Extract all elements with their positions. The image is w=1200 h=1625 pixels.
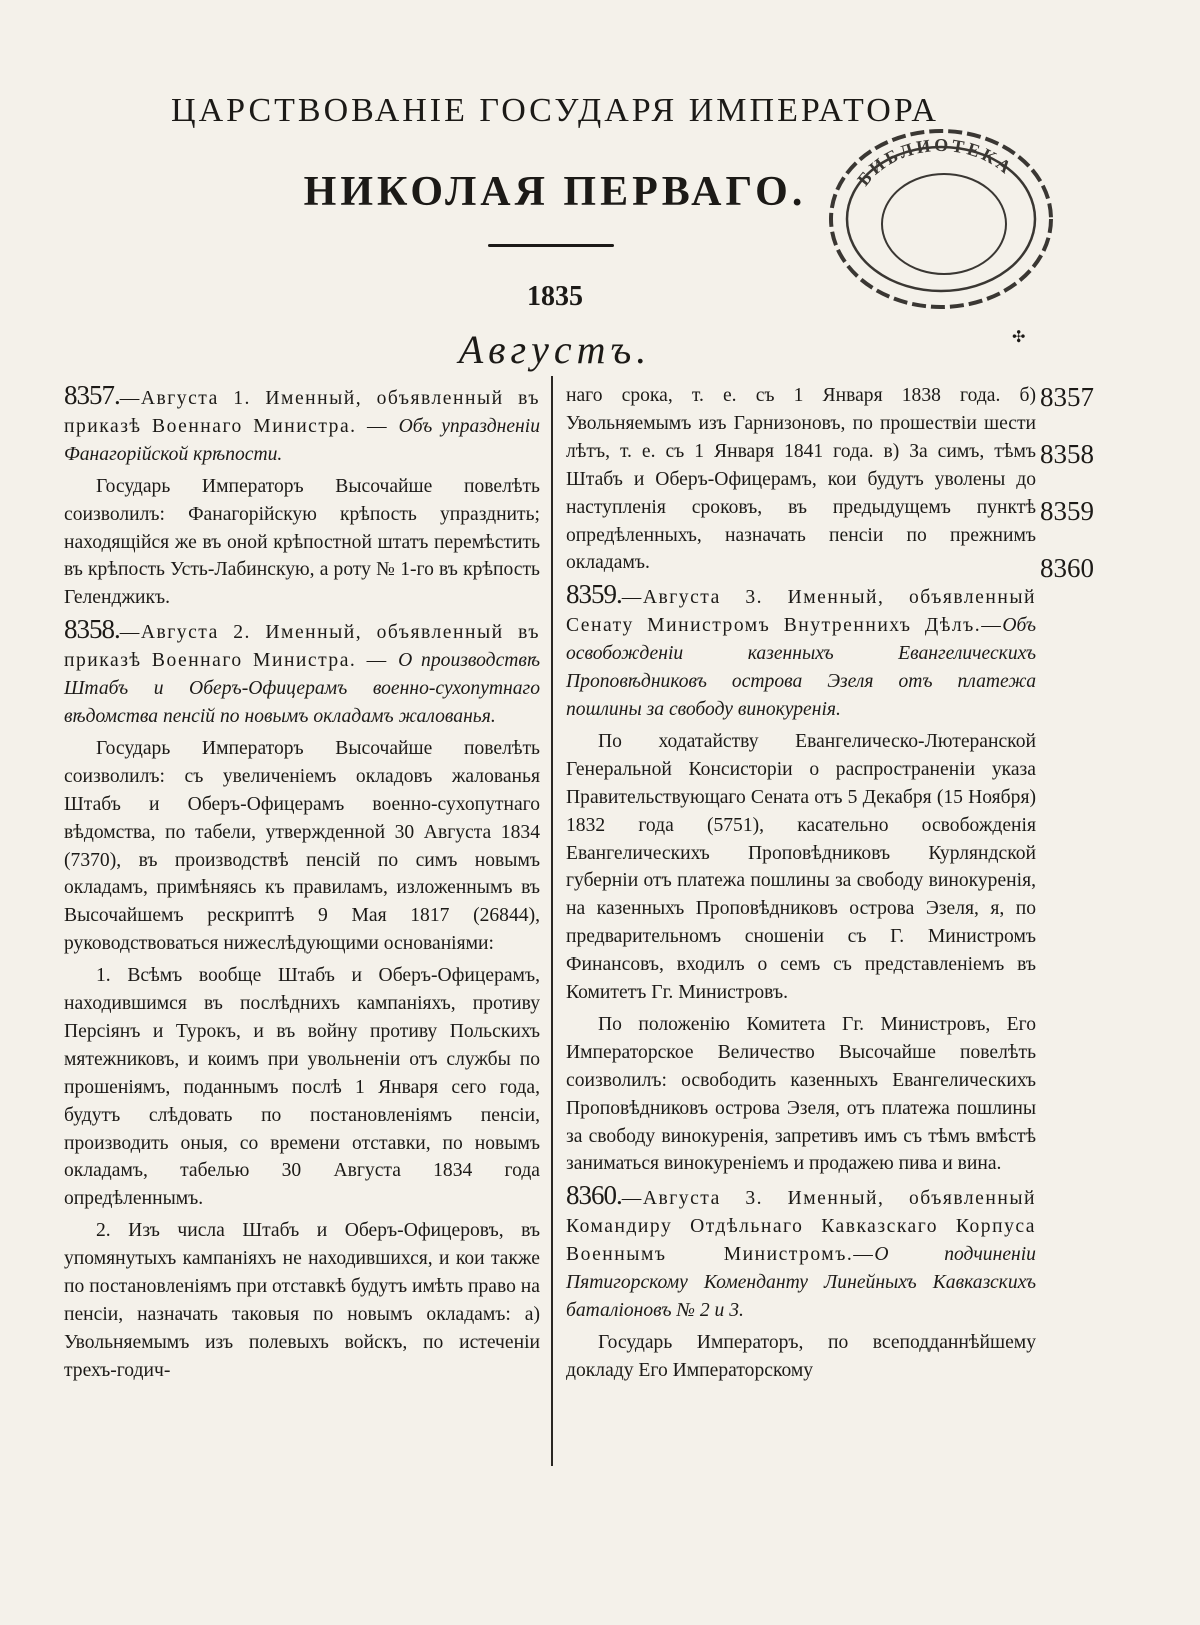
right-column: [566, 382, 1036, 1389]
decree-body-paragraph: По ходатайству Евангелическо-Лютеранской Генеральной Консисторіи о распространеніи указа Правительствующаго Сената отъ 5 Декабря (15 Ноября) 1832 года (5751), касательно освобожденія Евангелическихъ Проповѣдниковъ Курляндской губерніи отъ платежа пошлины за свободу винокуренія, на казенныхъ Проповѣдниковъ острова Эзеля, я, по предварительномъ сношеніи съ Г. Министромъ Финансовъ, входилъ о семъ съ представленіемъ въ Комитетъ Гг. Министровъ.: [566, 730, 1036, 1004]
decree-heading: [64, 382, 540, 469]
decree-body-paragraph: наго срока, т. е. съ 1 Января 1838 года. б) Увольняемымъ изъ Гарнизоновъ, по прошествіи шести лѣтъ, т. е. съ 1 Января 1841 года. в) За симъ, тѣмъ Штабъ и Оберъ-Офицерамъ, кои будутъ уволены до наступленія сроковъ, въ предыдущемъ пунктѣ опредѣленныхъ, назначать пенсіи по прежнимъ окладамъ.: [566, 385, 1036, 574]
decree-title: О производствѣ Штабъ и Оберъ-Офицерамъ военно-сухопутнаго вѣдомства пенсій по новымъ окладамъ жалованья.: [64, 650, 541, 727]
year-heading: 1835: [527, 281, 583, 312]
decree-body-paragraph: 2. Изъ числа Штабъ и Оберъ-Офицеровъ, въ упомянутыхъ кампаніяхъ не находившихся, и кои также по постановленіямъ при отставкѣ будутъ имѣть право на пенсіи, назначать таковыя по новымъ окладамъ: а) Увольняемымъ изъ полевыхъ войскъ, по истеченіи трехъ-годич-: [64, 1220, 540, 1381]
margin-number: 8358: [1040, 439, 1094, 469]
decree-title: Объ упраздненіи Фанагорійской крѣпости.: [64, 415, 540, 465]
decree-body-paragraph: Государь Императоръ Высочайше повелѣть соизволилъ: Фанагорійскую крѣпость упразднить; находящійся же въ оной крѣпостной штатъ перемѣстить въ крѣпость Усть-Лабинскую, а роту № 1-го въ крѣпость Геленджикъ.: [64, 475, 540, 609]
month-heading: Августъ.: [458, 327, 652, 372]
title-rule: [488, 244, 614, 247]
margin-number: 8359: [1040, 496, 1094, 526]
stamp-text: БИБЛИОТЕКА: [853, 134, 1018, 190]
left-column: [64, 382, 540, 1389]
decree-source: —Августа 1. Именный, объявленный въ приказѣ Военнаго Министра. —: [64, 388, 540, 437]
margin-number: 8357: [1040, 382, 1094, 412]
decree-heading: [64, 616, 540, 731]
decree-source: —Августа 3. Именный, объявленный Командиру Отдѣльнаго Кавказскаго Корпуса Военнымъ Министромъ.—: [566, 1188, 1036, 1266]
margin-number: 8360: [1040, 553, 1094, 583]
decree-number: 8359.: [566, 579, 622, 610]
decree-body-paragraph: По положенію Комитета Гг. Министровъ, Его Императорское Величество Высочайше повелѣть соизволилъ: освободить казенныхъ Евангелическихъ Проповѣдниковъ острова Эзеля, отъ платежа пошлины за свободу винокуренія, запретивъ имъ съ тѣмъ вмѣстѣ заниматься винокуреніемъ и продажею пива и вина.: [566, 1013, 1036, 1175]
page-title-line2: НИКОЛАЯ ПЕРВАГО.: [303, 169, 807, 215]
decree-body-paragraph: Государь Императоръ, по всеподданнѣйшему докладу Его Императорскому: [566, 1331, 1036, 1381]
decree-source: —Августа 2. Именный, объявленный въ приказѣ Военнаго Министра. —: [64, 622, 540, 672]
ink-mark: ✣: [1012, 329, 1026, 346]
decree-body-paragraph: Государь Императоръ Высочайше повелѣть соизволилъ: съ увеличеніемъ окладовъ жалованья Штабъ и Оберъ-Офицерамъ военно-сухопутнаго вѣдомства, по табели, утвержденной 30 Августа 1834 (7370), въ производствѣ пенсій по симъ новымъ окладамъ, примѣняясь къ правиламъ, изложеннымъ въ Высочайшемъ рескриптѣ 9 Мая 1817 (26844), руководствоваться нижеслѣдующими основаніями:: [64, 737, 540, 955]
decree-number: 8358.: [64, 614, 120, 645]
decree-heading: [566, 1182, 1036, 1325]
decree-heading: [566, 581, 1036, 724]
library-stamp: [826, 124, 1056, 314]
decree-number: 8360.: [566, 1180, 622, 1211]
decree-title: Объ освобожденіи казенныхъ Евангелическихъ Проповѣдниковъ острова Эзеля отъ платежа пошлины за свободу винокуренія.: [566, 615, 1036, 720]
decree-number: 8357.: [64, 380, 120, 410]
margin-numbers: [1040, 380, 1116, 608]
decree-body-paragraph: 1. Всѣмъ вообще Штабъ и Оберъ-Офицерамъ, находившимся въ послѣднихъ кампаніяхъ, противу Персіянъ и Турокъ, и въ войну противу Польскихъ мятежниковъ, и коимъ при увольненіи отъ службы по прошеніямъ, поданнымъ послѣ 1 Января сего года, будутъ слѣдовать по постановленіямъ пенсіи, производить оныя, со времени отставки, по новымъ окладамъ, табелью 30 Августа 1834 года опредѣленнымъ.: [64, 965, 540, 1210]
column-divider: [551, 376, 553, 1466]
decree-title: О подчиненіи Пятигорскому Коменданту Линейныхъ Кавказскихъ баталіоновъ № 2 и 3.: [566, 1244, 1036, 1321]
decree-source: —Августа 3. Именный, объявленный Сенату Министромъ Внутреннихъ Дѣлъ.—: [566, 587, 1036, 637]
page-title-line1: ЦАРСТВОВАНІЕ ГОСУДАРЯ ИМПЕРАТОРА: [171, 92, 939, 129]
